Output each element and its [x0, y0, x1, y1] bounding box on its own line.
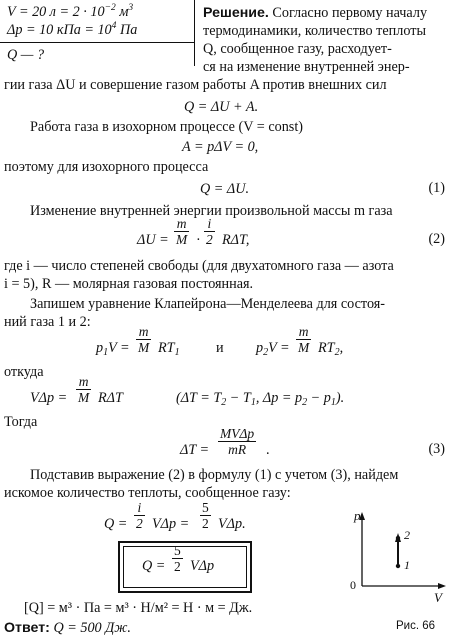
fraction-5-2: $\frac{5}{2}$: [202, 500, 209, 531]
word-then: Тогда: [4, 414, 38, 430]
given-divider: [0, 42, 194, 43]
paragraph-clapeyron-2: ний газа 1 и 2:: [4, 314, 91, 330]
paragraph-internal-energy: Изменение внутренней энергии произвольной массы m газа: [30, 203, 393, 219]
paragraph-substituting-2: искомое количество теплоты, сообщенное газу:: [4, 485, 291, 501]
equation-3-end: .: [266, 442, 270, 458]
result-right: VΔp: [190, 558, 215, 574]
equation-deltas: ($\Delta T = T_2 - T_1$, $\Delta p = p_2 - p_1$).: [176, 390, 345, 408]
equation-state-1-left: $p_1V$ =: [96, 340, 130, 358]
equation-2-dot: ·: [196, 232, 201, 248]
paragraph-isochoric-work: Работа газа в изохорном процессе (V = const): [30, 119, 303, 135]
origin-label: 0: [350, 578, 356, 592]
equation-number-2: (2): [428, 231, 445, 247]
given-block: [0, 0, 196, 66]
given-unknown: Q — ?: [7, 47, 45, 63]
solution-line-4: ся на изменение внутренней энер-: [203, 59, 410, 75]
fraction-m-over-M: $\frac{m}{M}$: [176, 216, 188, 247]
paragraph-degrees-2: i = 5), R — молярная газовая постоянная.: [4, 276, 254, 292]
equation-1: Q = ΔU.: [200, 181, 250, 197]
fraction-vdp: $\frac{m}{M}$: [78, 374, 90, 405]
equation-work: A = pΔV = 0,: [182, 139, 259, 155]
x-axis-arrow: [438, 583, 446, 589]
fraction-state-1: $\frac{m}{M}$: [138, 324, 150, 355]
fraction-state-2: $\frac{m}{M}$: [298, 324, 310, 355]
equation-vdp-right: RΔT: [98, 390, 123, 406]
equation-2-left: ΔU =: [137, 232, 169, 248]
equation-vdp-left: VΔp =: [30, 390, 68, 406]
result-fraction: $\frac{5}{2}$: [174, 543, 181, 574]
answer-line: Ответ: Q = 500 Дж.: [4, 620, 131, 636]
solution-line-5: гии газа ΔU и совершение газом работы A против внешних сил: [4, 77, 387, 93]
given-border: [194, 0, 195, 66]
state-point-2: [396, 536, 400, 540]
equation-2-right: RΔT,: [222, 232, 250, 248]
solution-line-3: Q, сообщенное газу, расходует-: [203, 41, 392, 57]
fraction-3: MVΔp mR: [220, 426, 255, 457]
fraction-i-2: $\frac{i}{2}$: [136, 500, 143, 531]
equation-q-right: VΔp.: [218, 516, 246, 532]
given-volume: V = 20 $л = 2 \cdot 10^{-2}$ $м^3$: [7, 3, 134, 20]
axis-label-v: V: [434, 590, 442, 605]
equation-3-left: ΔT =: [180, 442, 210, 458]
result-box: [118, 541, 252, 593]
point-label-1: 1: [404, 558, 410, 572]
paragraph-therefore: поэтому для изохорного процесса: [4, 159, 209, 175]
state-point-1: [396, 564, 400, 568]
equation-q-left: Q =: [104, 516, 128, 532]
point-label-2: 2: [404, 528, 410, 542]
paragraph-clapeyron-1: Запишем уравнение Клапейрона—Менделеева для состоя-: [30, 296, 386, 312]
equation-first-law: Q = ΔU + A.: [184, 99, 259, 115]
paragraph-substituting-1: Подставив выражение (2) в формулу (1) с учетом (3), найдем: [30, 467, 399, 483]
axis-label-p: p: [354, 508, 361, 523]
given-pressure: Δp = 10 кПа = $10^4$ Па: [7, 21, 138, 38]
word-whence: откуда: [4, 364, 44, 380]
result-left: Q =: [142, 558, 166, 574]
equation-number-3: (3): [428, 441, 445, 457]
equation-state-1-right: $RT_1$: [158, 340, 180, 358]
paragraph-degrees-1: где i — число степеней свободы (для двухатомного газа — азота: [4, 258, 394, 274]
solution-intro: Решение. Согласно первому началу: [203, 5, 428, 21]
figure-caption: Рис. 66: [396, 620, 436, 632]
equation-state-2-left: $p_2V$ =: [256, 340, 290, 358]
conjunction-and: и: [216, 340, 224, 356]
equation-number-1: (1): [428, 180, 445, 196]
fraction-i-over-2: $\frac{i}{2}$: [206, 216, 213, 247]
equation-state-2-right: $RT_2$,: [318, 340, 344, 358]
units-check: [Q] = м³ · Па = м³ · Н/м² = Н · м = Дж.: [24, 600, 253, 616]
equation-q-mid: VΔp =: [152, 516, 190, 532]
solution-line-2: термодинамики, количество теплоты: [203, 23, 426, 39]
